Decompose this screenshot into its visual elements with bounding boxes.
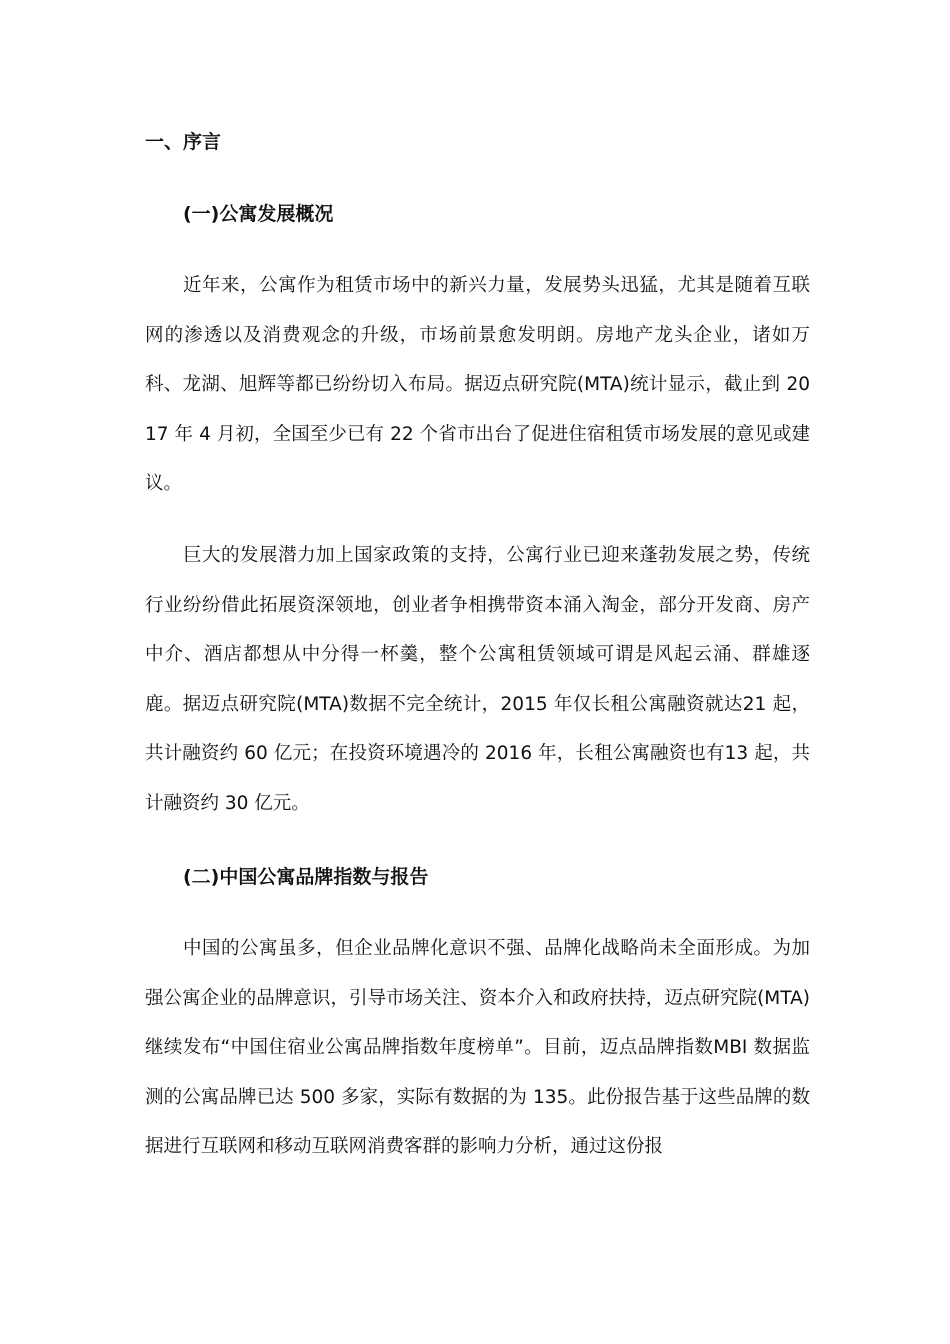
section-title: 一、序言 xyxy=(145,131,222,153)
subsection-title-overview: (一)公寓发展概况 xyxy=(183,203,334,225)
paragraph: 中国的公寓虽多，但企业品牌化意识不强、品牌化战略尚未全面形成。为加强公寓企业的品牌意识，引导市场关注、资本介入和政府扶持，迈点研究院(MTA)继续发布“中国住宿业公寓品牌指数年度榜单”。目前，迈点品牌指数MBI 数据监测的公寓品牌已达 500 多家，实际有数据的为 135。此份报告基于这些品牌的数据进行互联网和移动互联网消费客群的影响力分析，通过这份报 xyxy=(145,938,810,1157)
paragraph: 巨大的发展潜力加上国家政策的支持，公寓行业已迎来蓬勃发展之势，传统行业纷纷借此拓展资深领地，创业者争相携带资本涌入淘金，部分开发商、房产中介、酒店都想从中分得一杯羹，整个公寓租赁领域可谓是风起云涌、群雄逐鹿。据迈点研究院(MTA)数据不完全统计，2015 年仅长租公寓融资就达21 起，共计融资约 60 亿元；在投资环境遇冷的 2016 年，长租公寓融资也有13 起，共计融资约 30 亿元。 xyxy=(145,545,810,814)
paragraph: 近年来，公寓作为租赁市场中的新兴力量，发展势头迅猛，尤其是随着互联网的渗透以及消费观念的升级，市场前景愈发明朗。房地产龙头企业，诸如万科、龙湖、旭辉等都已纷纷切入布局。据迈点研究院(MTA)统计显示，截止到 2017 年 4 月初，全国至少已有 22 个省市出台了促进住宿租赁市场发展的意见或建议。 xyxy=(145,275,810,494)
subsection-title-brand-index: (二)中国公寓品牌指数与报告 xyxy=(183,866,429,888)
